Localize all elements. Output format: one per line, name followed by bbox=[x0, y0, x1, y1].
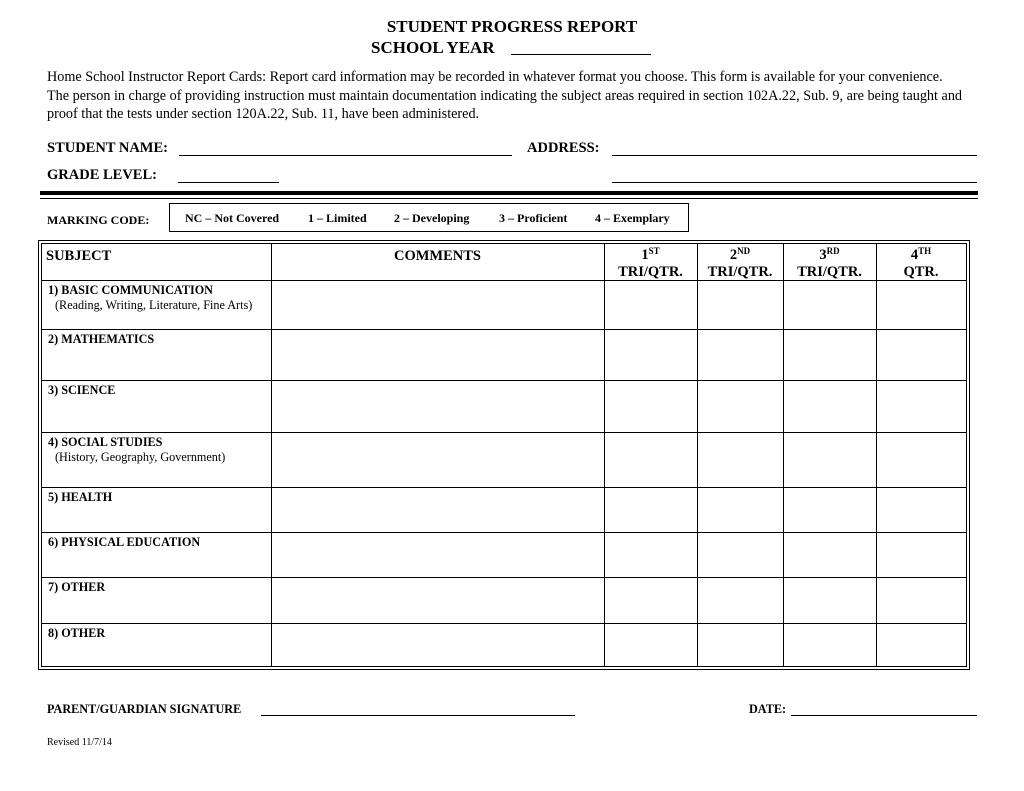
marking-code-2: 2 – Developing bbox=[394, 211, 470, 225]
signature-label: PARENT/GUARDIAN SIGNATURE bbox=[47, 702, 242, 716]
column-divider bbox=[697, 244, 698, 666]
page-title: STUDENT PROGRESS REPORT bbox=[386, 17, 638, 36]
subject-other-1: 7) OTHER bbox=[48, 580, 106, 594]
marking-code-4: 4 – Exemplary bbox=[595, 211, 670, 225]
column-divider bbox=[783, 244, 784, 666]
subject-health: 5) HEALTH bbox=[48, 490, 113, 504]
period-header-4: 4TH QTR. bbox=[903, 246, 939, 280]
row-divider bbox=[42, 329, 966, 330]
subject-science: 3) SCIENCE bbox=[48, 383, 116, 397]
row-divider bbox=[42, 577, 966, 578]
subject-mathematics: 2) MATHEMATICS bbox=[48, 332, 155, 346]
signature-field[interactable] bbox=[261, 715, 575, 716]
date-field[interactable] bbox=[791, 715, 977, 716]
marking-code-label: MARKING CODE: bbox=[47, 213, 150, 227]
period-header-3: 3RD TRI/QTR. bbox=[797, 246, 862, 280]
subject-social-studies: 4) SOCIAL STUDIES bbox=[48, 435, 163, 449]
subject-basic-communication: 1) BASIC COMMUNICATION bbox=[48, 283, 213, 297]
progress-table-inner bbox=[41, 243, 967, 667]
row-divider bbox=[42, 380, 966, 381]
section-divider-thin bbox=[40, 198, 978, 199]
school-year-label: SCHOOL YEAR bbox=[371, 38, 495, 57]
comments-header: COMMENTS bbox=[394, 248, 481, 264]
marking-code-box bbox=[169, 203, 689, 232]
subject-detail: (Reading, Writing, Literature, Fine Arts) bbox=[55, 298, 253, 312]
subject-other-2: 8) OTHER bbox=[48, 626, 106, 640]
row-divider bbox=[42, 432, 966, 433]
grade-level-label: GRADE LEVEL: bbox=[47, 167, 157, 183]
marking-code-1: 1 – Limited bbox=[308, 211, 367, 225]
row-divider bbox=[42, 487, 966, 488]
column-divider bbox=[876, 244, 877, 666]
progress-table bbox=[38, 240, 970, 670]
period-header-1: 1ST TRI/QTR. bbox=[618, 246, 683, 280]
date-label: DATE: bbox=[749, 702, 787, 716]
subject-detail: (History, Geography, Government) bbox=[55, 450, 226, 464]
address-label: ADDRESS: bbox=[527, 140, 600, 156]
address-field-line-2[interactable] bbox=[612, 182, 977, 183]
column-divider bbox=[271, 244, 272, 666]
revision-note: Revised 11/7/14 bbox=[47, 737, 112, 748]
marking-code-3: 3 – Proficient bbox=[499, 211, 568, 225]
grade-level-field[interactable] bbox=[178, 182, 279, 183]
subject-physical-education: 6) PHYSICAL EDUCATION bbox=[48, 535, 201, 549]
marking-code-nc: NC – Not Covered bbox=[185, 211, 280, 225]
section-divider-thick bbox=[40, 191, 978, 195]
row-divider bbox=[42, 623, 966, 624]
school-year-field[interactable] bbox=[511, 54, 651, 55]
student-name-field[interactable] bbox=[179, 155, 512, 156]
intro-paragraph: Home School Instructor Report Cards: Report card information may be recorded in whatever format you choose. This form is available for your convenience. The person in charge of providing instruction must maintain documentation indicating the subject areas required in section 102A.22, Sub. 9, are being taught and proof that the tests under section 120A.22, Sub. 11, have been administered. bbox=[47, 69, 963, 122]
period-header-2: 2ND TRI/QTR. bbox=[707, 246, 773, 280]
column-divider bbox=[604, 244, 605, 666]
address-field[interactable] bbox=[612, 155, 977, 156]
row-divider bbox=[42, 532, 966, 533]
subject-header: SUBJECT bbox=[46, 248, 112, 264]
student-name-label: STUDENT NAME: bbox=[47, 140, 168, 156]
